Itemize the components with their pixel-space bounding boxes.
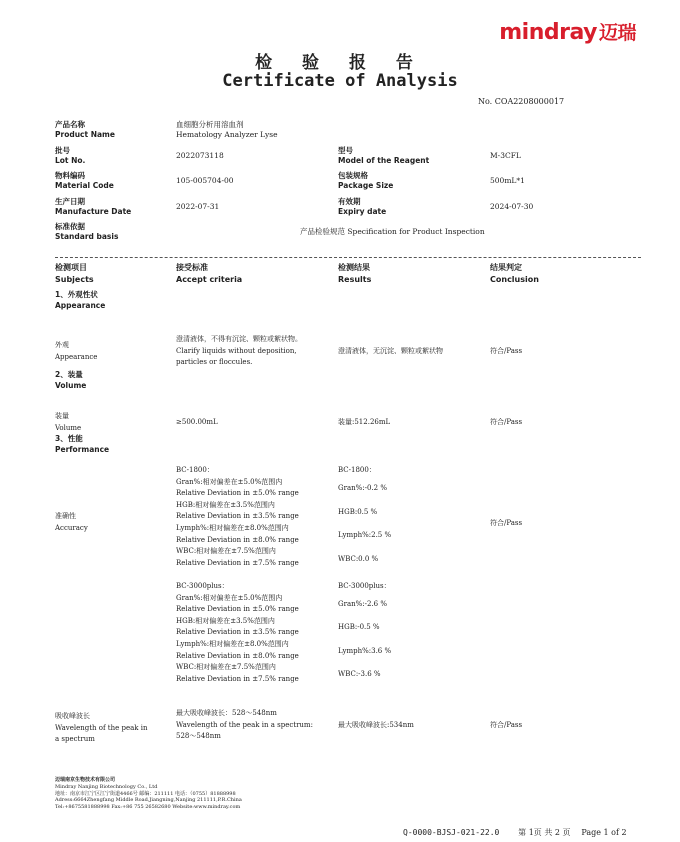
lot-no-label: 批号 Lot No.	[55, 146, 86, 165]
section-volume-heading: 2、装量 Volume	[55, 370, 87, 390]
results-bc1800-hgb: HGB:0.5 %	[338, 508, 378, 516]
results-bc1800-model: BC-1800：	[338, 466, 376, 474]
standard-basis-label: 标准依据 Standard basis	[55, 222, 119, 241]
material-code-value: 105-005704-00	[176, 176, 234, 185]
package-size-label: 包装规格 Package Size	[338, 171, 394, 190]
wavelength-item: 吸收峰波长 Wavelength of the peak in a spectrum	[55, 712, 148, 744]
page-number-cn: 第 1页 共 2 页	[518, 828, 571, 837]
results-bc1800-wbc: WBC:0.0 %	[338, 555, 379, 563]
appearance-item: 外观 Appearance	[55, 341, 98, 361]
form-number: Q-0000-BJSJ-021-22.0	[403, 828, 500, 837]
results-bc1800-lymph: Lymph%:2.5 %	[338, 531, 392, 539]
appearance-result: 澄清液体，无沉淀、颗粒或絮状物	[338, 347, 443, 355]
results-bc3000-lymph: Lymph%:3.6 %	[338, 647, 392, 655]
wavelength-conclusion: 符合/Pass	[490, 721, 523, 729]
page-number-en: Page 1 of 2	[581, 828, 627, 837]
section-performance-heading: 3、性能 Performance	[55, 434, 110, 454]
product-name-label: 产品名称 Product Name	[55, 120, 115, 139]
volume-item: 装量 Volume	[55, 412, 82, 432]
logo-cn: 迈瑞	[598, 22, 636, 44]
title-cn: 检 验 报 告	[255, 53, 425, 73]
accuracy-conclusion: 符合/Pass	[490, 519, 523, 527]
appearance-criteria: 澄清液体，不得有沉淀、颗粒或絮状物。 Clarify liquids without deposition, particles or floccules.	[176, 335, 302, 367]
manufacture-date-value: 2022-07-31	[176, 202, 220, 211]
header-criteria: 接受标准 Accept criteria	[176, 263, 243, 284]
wavelength-criteria: 最大吸收峰波长：528～548nm Wavelength of the peak in a spectrum: 528～548nm	[176, 709, 313, 741]
lot-no-value: 2022073118	[176, 151, 224, 160]
accuracy-item: 准确性 Accuracy	[55, 512, 88, 532]
expiry-date-label: 有效期 Expiry date	[338, 197, 387, 216]
volume-result: 装量:512.26mL	[338, 418, 391, 426]
company-contact: Tel:+8675581888998 Fax:+86 755 26582680 Website:www.mindray.com	[55, 804, 241, 811]
header-conclusion: 结果判定 Conclusion	[490, 263, 539, 284]
company-name-en: Mindray Nanjing Biotechnology Co., Ltd	[55, 783, 158, 790]
results-bc3000-gran: Gran%:-2.6 %	[338, 600, 388, 608]
product-name-value: 血细胞分析用溶血剂 Hematology Analyzer Lyse	[176, 120, 278, 139]
results-bc1800-gran: Gran%:-0.2 %	[338, 484, 388, 492]
logo-latin: mindray	[499, 20, 597, 45]
wavelength-result: 最大吸收峰波长:534nm	[338, 721, 414, 729]
results-bc3000-wbc: WBC:-3.6 %	[338, 670, 381, 678]
section-appearance-heading: 1、外观性状 Appearance	[55, 290, 106, 310]
material-code-label: 物料编码 Material Code	[55, 171, 114, 190]
results-bc3000-hgb: HGB:-0.5 %	[338, 623, 380, 631]
company-address-en: Adress:6664Zhengfang Middle Road,Jiangning,Nanjing 211111,P.R.China	[55, 797, 242, 804]
volume-criteria: ≥500.00mL	[176, 418, 218, 426]
results-bc3000-model: BC-3000plus：	[338, 582, 391, 590]
manufacture-date-label: 生产日期 Manufacture Date	[55, 197, 132, 216]
appearance-conclusion: 符合/Pass	[490, 347, 523, 355]
document-number: No. COA2208000017	[478, 97, 565, 106]
expiry-date-value: 2024-07-30	[490, 202, 534, 211]
company-name-cn: 迈瑞南京生物技术有限公司	[55, 777, 116, 783]
dashed-divider	[55, 257, 641, 258]
title-en: Certificate of Analysis	[222, 71, 458, 91]
mindray-logo	[499, 18, 636, 45]
accuracy-criteria-bc1800: BC-1800： Gran%:相对偏差在±5.0%范围内 Relative Deviation in ±5.0% range HGB:相对偏差在±3.5%范围内 Relative Deviation in ±3.5% range Lymph%:相对偏差在±8.0%范围内 Relative Deviation in ±8.0% range WBC:相对偏差在±7.5%范围内 Relative Deviation in ±7.5% range	[176, 466, 299, 567]
company-address-cn: 地址：南京市江宁区江宁街道4466号 邮编：211111 电话：（0755）81888998	[55, 790, 236, 797]
header-subjects: 检测项目 Subjects	[55, 263, 94, 284]
volume-conclusion: 符合/Pass	[490, 418, 523, 426]
company-footer	[55, 777, 242, 811]
standard-basis-value: 产品检验规范 Specification for Product Inspection	[300, 227, 485, 236]
model-value: M-3CFL	[490, 151, 521, 160]
header-results: 检测结果 Results	[338, 263, 372, 284]
model-label: 型号 Model of the Reagent	[338, 146, 430, 165]
page-footer	[403, 827, 627, 838]
accuracy-criteria-bc3000plus: BC-3000plus： Gran%:相对偏差在±5.0%范围内 Relative Deviation in ±5.0% range HGB:相对偏差在±3.5%范围内 Relative Deviation in ±3.5% range Lymph%:相对偏差在±8.0%范围内 Relative Deviation in ±8.0% range WBC:相对偏差在±7.5%范围内 Relative Deviation in ±7.5% range	[176, 582, 299, 683]
package-size-value: 500mL*1	[490, 176, 525, 185]
